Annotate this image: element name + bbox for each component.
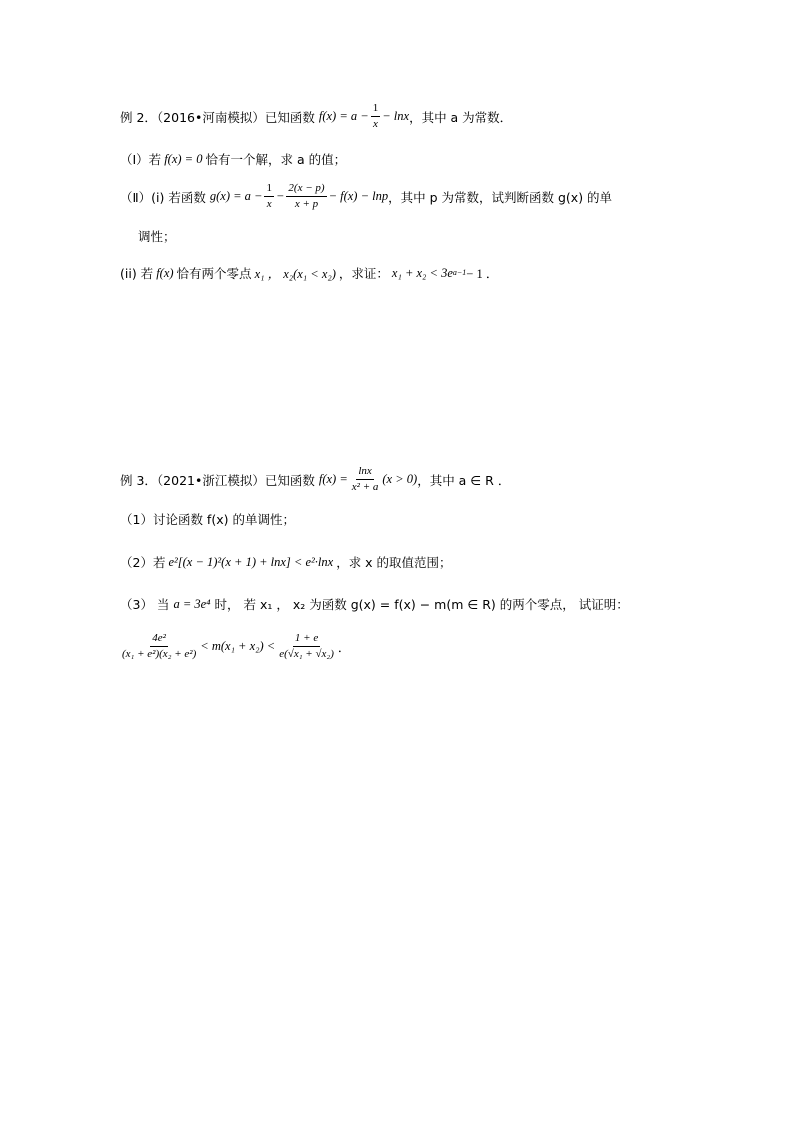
- ex3-frac-num: lnx: [356, 465, 373, 480]
- ex3-frac-den: x² + a: [351, 481, 379, 493]
- ex2-part2: [120, 182, 612, 211]
- ex3-inequality: [118, 632, 350, 661]
- ex3-fx-tail: (x > 0): [382, 472, 418, 486]
- ex2-p3-mid: 恰有两个零点: [176, 266, 252, 281]
- ex2-p3-expr1: f(x): [156, 265, 174, 280]
- ex2-p2-frac1: [264, 182, 274, 211]
- ex3-part1: [120, 510, 295, 528]
- ex2-title-line: [120, 102, 512, 131]
- ex3-tail: ，其中 a ∈ R ．: [417, 472, 511, 488]
- ex3-fx: f(x) =: [318, 472, 348, 486]
- ex2-p2-minus: −: [275, 189, 285, 203]
- ex2-p3-zero: x₁ ， x₂(x₁ < x₂): [254, 267, 336, 281]
- ex3-ineq-frac2-den: e(√x₁ + √x₂): [279, 648, 334, 660]
- ex2-p2-cont: 调性；: [138, 229, 176, 244]
- ex3-ineq-frac2: [277, 632, 336, 661]
- ex2-p1-prefix: （Ⅰ）若: [120, 152, 162, 167]
- ex2-p1-tail: 恰有一个解，求 a 的值；: [205, 152, 347, 167]
- ex3-part3: [120, 595, 629, 613]
- ex3-p3-expr: a = 3e⁴: [173, 596, 211, 611]
- ex2-part1: [120, 150, 346, 168]
- ex3-ineq-frac1: [120, 632, 198, 661]
- ex2-fx: f(x) = a −: [318, 109, 369, 123]
- ex3-ineq-frac2-num: 1 + e: [293, 632, 320, 647]
- ex2-p2-frac2: [286, 182, 326, 211]
- ex2-p2-expr: g(x) = a −: [209, 189, 263, 203]
- ex3-ineq-frac1-num: 4e²: [150, 632, 168, 647]
- ex2-tail: ，其中 a 为常数．: [409, 109, 513, 125]
- ex2-p3-tail: ，求证：: [338, 266, 389, 281]
- ex3-label: 例 3．（2021•浙江模拟）已知函数: [120, 472, 315, 488]
- ex2-p3-prefix: (ii) 若: [120, 266, 154, 281]
- ex3-p2-tail: ，求 x 的取值范围；: [336, 555, 452, 570]
- ex2-frac: [371, 102, 381, 131]
- ex2-p2-frac2-den: x + p: [294, 198, 319, 210]
- ex2-p2-frac1-num: 1: [264, 182, 274, 197]
- ex3-title-line: [120, 465, 510, 494]
- ex2-p2-tail: ，其中 p 为常数，试判断函数 g(x) 的单: [388, 189, 613, 205]
- ex2-p2-frac1-den: x: [266, 198, 272, 210]
- ex2-p2-expr-tail: − f(x) − lnp: [328, 189, 389, 203]
- ex2-fx-tail: − lnx: [382, 109, 410, 123]
- ex3-p3-mid: 时， 若 x₁ ， x₂ 为函数 g(x) = f(x) − m(m ∈ R) 的两个零点， 试证明：: [214, 597, 629, 612]
- ex2-p1-expr: f(x) = 0: [164, 151, 203, 166]
- ex2-part2-cont: [138, 227, 176, 245]
- ex3-ineq-mid: < m(x₁ + x₂) <: [200, 639, 276, 653]
- ex2-p2-prefix: （Ⅱ）(i) 若函数: [120, 189, 206, 205]
- ex3-p2-prefix: （2）若: [120, 555, 166, 570]
- ex2-part3: (ii) 若 f(x) 恰有两个零点 x₁ ， x₂(x₁ < x₂) ，求证： x₁ + x₂ < 3e a−1 − 1 ．: [120, 265, 499, 281]
- ex3-p2-expr: e²[(x − 1)²(x + 1) + lnx] < e²·lnx: [168, 554, 334, 569]
- ex3-frac: [350, 465, 381, 494]
- ex2-p3-ineq: x₁ + x₂ < 3e: [391, 265, 453, 280]
- ex3-ineq-end: ．: [337, 640, 351, 655]
- ex3-part2: [120, 553, 452, 571]
- ex2-p2-frac2-num: 2(x − p): [286, 182, 326, 197]
- ex2-label: 例 2．（2016•河南模拟）已知函数: [120, 109, 315, 125]
- ex2-frac-den: x: [373, 118, 378, 130]
- ex2-p3-end: − 1 ．: [466, 267, 499, 281]
- ex3-p3-prefix: （3） 当: [120, 597, 170, 612]
- ex3-ineq-frac1-den: (x₁ + e²)(x₂ + e²): [122, 648, 197, 660]
- ex2-frac-num: 1: [371, 102, 381, 117]
- ex3-p1: （1）讨论函数 f(x) 的单调性；: [120, 512, 295, 527]
